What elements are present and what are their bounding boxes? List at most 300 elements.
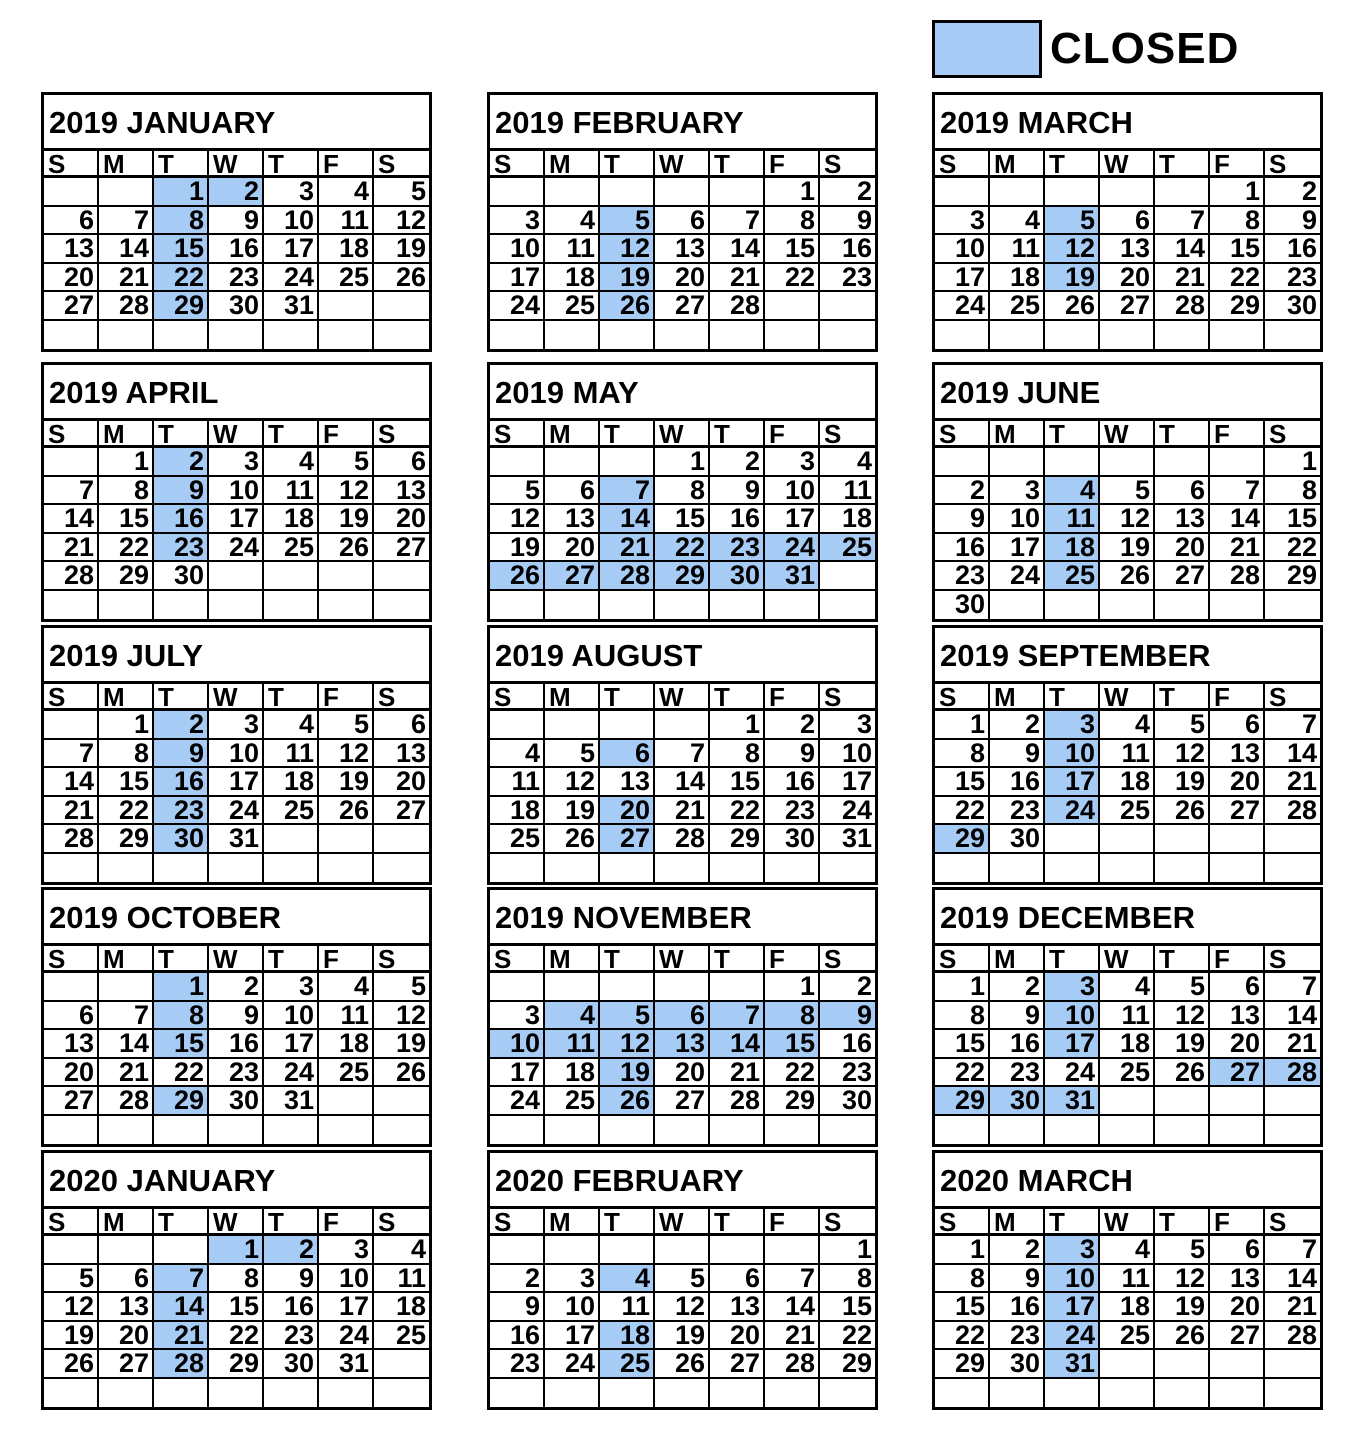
empty-day-cell	[319, 321, 374, 350]
empty-day-cell	[209, 321, 264, 350]
day-cell: 11	[1100, 1265, 1155, 1294]
empty-day-cell	[765, 1236, 820, 1265]
day-cell: 27	[44, 292, 99, 321]
weekday-label: M	[99, 684, 154, 708]
day-cell: 19	[490, 534, 545, 563]
day-cell: 18	[490, 797, 545, 826]
empty-day-cell	[935, 1116, 990, 1145]
day-cell: 20	[44, 1059, 99, 1088]
day-cell-closed: 25	[600, 1350, 655, 1379]
empty-day-cell	[490, 711, 545, 740]
day-cell: 8	[935, 1002, 990, 1031]
empty-day-cell	[374, 562, 429, 591]
day-cell: 12	[374, 1002, 429, 1031]
empty-day-cell	[99, 1116, 154, 1145]
empty-day-cell	[1210, 321, 1265, 350]
day-cell: 6	[374, 448, 429, 477]
day-cell: 3	[935, 207, 990, 236]
day-cell: 18	[545, 1059, 600, 1088]
weekday-label: M	[99, 421, 154, 445]
day-cell: 3	[209, 448, 264, 477]
empty-day-cell	[1100, 448, 1155, 477]
weekday-label: T	[1045, 151, 1100, 175]
day-cell: 9	[710, 477, 765, 506]
day-cell: 16	[209, 1030, 264, 1059]
day-cell: 5	[44, 1265, 99, 1294]
empty-day-cell	[655, 973, 710, 1002]
empty-day-cell	[1100, 825, 1155, 854]
empty-day-cell	[490, 591, 545, 620]
day-cell-closed: 2	[154, 711, 209, 740]
day-cell: 21	[44, 797, 99, 826]
empty-day-cell	[765, 1116, 820, 1145]
day-cell: 7	[655, 740, 710, 769]
empty-day-cell	[99, 854, 154, 883]
day-cell: 23	[209, 264, 264, 293]
day-cell: 5	[545, 740, 600, 769]
day-cell: 30	[209, 292, 264, 321]
day-cell: 22	[935, 1322, 990, 1351]
empty-day-cell	[1155, 825, 1210, 854]
empty-day-cell	[545, 1116, 600, 1145]
empty-day-cell	[1045, 448, 1100, 477]
day-cell-closed: 11	[545, 1030, 600, 1059]
day-cell: 29	[99, 562, 154, 591]
day-grid	[490, 448, 875, 619]
day-cell: 23	[935, 562, 990, 591]
day-cell: 8	[655, 477, 710, 506]
day-cell: 6	[1100, 207, 1155, 236]
day-cell: 24	[209, 534, 264, 563]
weekday-label: T	[1045, 421, 1100, 445]
empty-day-cell	[1100, 1087, 1155, 1116]
day-cell: 1	[935, 1236, 990, 1265]
day-cell-closed: 28	[600, 562, 655, 591]
weekday-label: T	[1045, 1209, 1100, 1233]
day-cell: 18	[1100, 1293, 1155, 1322]
weekday-header	[935, 1209, 1320, 1236]
day-cell: 28	[710, 292, 765, 321]
day-cell: 11	[264, 477, 319, 506]
weekday-label: T	[1045, 946, 1100, 970]
month-calendar	[41, 92, 432, 352]
day-cell: 12	[490, 505, 545, 534]
weekday-label: W	[1100, 1209, 1155, 1233]
empty-day-cell	[1045, 591, 1100, 620]
day-cell: 12	[1155, 740, 1210, 769]
day-grid	[44, 711, 429, 882]
weekday-label: F	[1210, 946, 1265, 970]
day-cell-closed: 26	[600, 292, 655, 321]
day-cell-closed: 9	[154, 740, 209, 769]
weekday-label: S	[824, 684, 842, 708]
day-cell: 4	[264, 711, 319, 740]
empty-day-cell	[44, 854, 99, 883]
day-cell: 11	[600, 1293, 655, 1322]
day-cell: 25	[545, 292, 600, 321]
empty-day-cell	[1210, 854, 1265, 883]
day-cell: 28	[655, 825, 710, 854]
day-cell: 3	[264, 973, 319, 1002]
weekday-label: W	[1100, 421, 1155, 445]
weekday-label: S	[935, 151, 990, 175]
day-cell: 3	[264, 178, 319, 207]
day-cell: 23	[490, 1350, 545, 1379]
weekday-label: T	[264, 151, 319, 175]
day-cell: 28	[1265, 797, 1320, 826]
empty-day-cell	[1155, 854, 1210, 883]
empty-day-cell	[1155, 1350, 1210, 1379]
day-cell: 21	[1155, 264, 1210, 293]
day-cell-closed: 23	[154, 534, 209, 563]
day-cell-closed: 29	[935, 825, 990, 854]
day-cell: 25	[545, 1087, 600, 1116]
weekday-label: T	[264, 1209, 319, 1233]
day-cell: 8	[209, 1265, 264, 1294]
empty-day-cell	[44, 448, 99, 477]
day-cell: 7	[1265, 1236, 1320, 1265]
empty-day-cell	[600, 973, 655, 1002]
empty-day-cell	[935, 854, 990, 883]
day-cell: 26	[1045, 292, 1100, 321]
day-cell: 27	[1210, 797, 1265, 826]
empty-day-cell	[545, 854, 600, 883]
day-cell: 10	[935, 235, 990, 264]
weekday-label: S	[378, 684, 396, 708]
empty-day-cell	[490, 1236, 545, 1265]
day-cell: 29	[1265, 562, 1320, 591]
day-grid	[490, 711, 875, 882]
weekday-label: T	[1155, 684, 1210, 708]
day-cell: 20	[655, 264, 710, 293]
day-cell: 10	[820, 740, 875, 769]
day-cell: 11	[990, 235, 1045, 264]
empty-day-cell	[44, 1236, 99, 1265]
day-cell: 8	[99, 740, 154, 769]
day-cell: 21	[1265, 1030, 1320, 1059]
month-calendar	[41, 887, 432, 1147]
weekday-label: T	[710, 684, 765, 708]
day-cell: 1	[1265, 448, 1320, 477]
day-cell: 18	[545, 264, 600, 293]
weekday-label: S	[1269, 684, 1287, 708]
day-cell: 20	[1100, 264, 1155, 293]
day-cell: 22	[935, 1059, 990, 1088]
day-cell: 14	[1265, 740, 1320, 769]
empty-day-cell	[319, 292, 374, 321]
day-cell-closed: 19	[600, 264, 655, 293]
empty-day-cell	[1155, 1087, 1210, 1116]
empty-day-cell	[374, 1087, 429, 1116]
day-cell: 2	[820, 973, 875, 1002]
day-cell: 4	[1100, 973, 1155, 1002]
day-cell-closed: 16	[154, 768, 209, 797]
day-cell: 4	[319, 973, 374, 1002]
weekday-label: M	[545, 421, 600, 445]
day-cell: 24	[820, 797, 875, 826]
empty-day-cell	[545, 178, 600, 207]
day-cell: 19	[1100, 534, 1155, 563]
day-cell: 26	[1155, 797, 1210, 826]
weekday-label: T	[154, 1209, 209, 1233]
empty-day-cell	[655, 1379, 710, 1408]
day-cell: 13	[1210, 1265, 1265, 1294]
day-cell: 14	[1265, 1265, 1320, 1294]
day-cell: 24	[545, 1350, 600, 1379]
day-cell: 13	[1210, 1002, 1265, 1031]
empty-day-cell	[935, 178, 990, 207]
weekday-label: T	[1155, 946, 1210, 970]
weekday-header	[490, 151, 875, 178]
day-cell: 18	[1100, 768, 1155, 797]
day-cell-closed: 30	[710, 562, 765, 591]
day-cell-closed: 3	[1045, 973, 1100, 1002]
day-cell: 5	[1155, 1236, 1210, 1265]
empty-day-cell	[600, 711, 655, 740]
weekday-label: S	[490, 684, 545, 708]
day-cell-closed: 5	[600, 207, 655, 236]
weekday-label: F	[1210, 151, 1265, 175]
day-cell: 13	[44, 1030, 99, 1059]
day-grid	[490, 1236, 875, 1407]
weekday-label: W	[655, 684, 710, 708]
weekday-label: S	[378, 151, 396, 175]
day-cell: 14	[1265, 1002, 1320, 1031]
empty-day-cell	[1210, 448, 1265, 477]
day-cell: 22	[820, 1322, 875, 1351]
day-cell: 22	[1265, 534, 1320, 563]
day-cell: 6	[1210, 973, 1265, 1002]
day-grid	[44, 178, 429, 349]
weekday-label: W	[1100, 151, 1155, 175]
weekday-label: T	[600, 684, 655, 708]
day-cell: 24	[935, 292, 990, 321]
day-cell: 13	[374, 740, 429, 769]
day-cell-closed: 25	[1045, 562, 1100, 591]
day-cell: 12	[655, 1293, 710, 1322]
weekday-label: M	[545, 1209, 600, 1233]
empty-day-cell	[765, 1379, 820, 1408]
empty-day-cell	[1210, 1350, 1265, 1379]
day-cell-closed: 26	[490, 562, 545, 591]
weekday-header	[44, 151, 429, 178]
day-cell: 26	[319, 797, 374, 826]
empty-day-cell	[264, 825, 319, 854]
weekday-label: S	[935, 684, 990, 708]
day-cell: 8	[820, 1265, 875, 1294]
day-cell: 1	[765, 973, 820, 1002]
day-cell: 27	[44, 1087, 99, 1116]
empty-day-cell	[264, 562, 319, 591]
day-cell: 8	[99, 477, 154, 506]
day-cell-closed: 21	[600, 534, 655, 563]
empty-day-cell	[1210, 1087, 1265, 1116]
empty-day-cell	[545, 321, 600, 350]
day-cell: 1	[655, 448, 710, 477]
day-cell: 29	[710, 825, 765, 854]
month-title: 2019 OCTOBER	[44, 890, 429, 946]
empty-day-cell	[209, 591, 264, 620]
empty-day-cell	[600, 591, 655, 620]
day-cell: 28	[99, 292, 154, 321]
day-cell-closed: 29	[154, 292, 209, 321]
empty-day-cell	[374, 1350, 429, 1379]
empty-day-cell	[1155, 1116, 1210, 1145]
month-calendar	[41, 625, 432, 885]
day-cell-closed: 29	[655, 562, 710, 591]
day-cell: 3	[765, 448, 820, 477]
day-cell: 20	[1210, 1030, 1265, 1059]
day-cell-closed: 19	[600, 1059, 655, 1088]
empty-day-cell	[545, 591, 600, 620]
empty-day-cell	[1045, 1116, 1100, 1145]
day-grid	[44, 448, 429, 619]
day-cell: 21	[99, 264, 154, 293]
weekday-header	[44, 1209, 429, 1236]
weekday-label: T	[264, 946, 319, 970]
day-cell: 14	[99, 1030, 154, 1059]
day-cell-closed: 22	[655, 534, 710, 563]
weekday-label: W	[655, 946, 710, 970]
weekday-label: W	[1100, 684, 1155, 708]
day-cell: 15	[99, 505, 154, 534]
day-grid	[935, 973, 1320, 1144]
day-cell: 14	[44, 505, 99, 534]
day-cell: 22	[765, 264, 820, 293]
day-cell: 28	[710, 1087, 765, 1116]
legend-swatch	[932, 20, 1042, 78]
day-cell: 15	[1210, 235, 1265, 264]
empty-day-cell	[655, 178, 710, 207]
day-cell: 21	[99, 1059, 154, 1088]
empty-day-cell	[1045, 321, 1100, 350]
day-cell: 6	[1210, 711, 1265, 740]
day-cell: 1	[935, 973, 990, 1002]
day-cell: 13	[545, 505, 600, 534]
day-cell: 8	[765, 207, 820, 236]
day-cell: 2	[1265, 178, 1320, 207]
empty-day-cell	[319, 1379, 374, 1408]
day-cell: 25	[319, 1059, 374, 1088]
weekday-label: F	[1210, 684, 1265, 708]
weekday-label: S	[824, 151, 842, 175]
day-cell: 25	[990, 292, 1045, 321]
empty-day-cell	[99, 1236, 154, 1265]
day-cell: 20	[374, 505, 429, 534]
month-calendar	[932, 92, 1323, 352]
day-cell: 27	[1155, 562, 1210, 591]
day-cell: 22	[935, 797, 990, 826]
weekday-label: M	[545, 684, 600, 708]
day-cell: 20	[710, 1322, 765, 1351]
day-cell: 27	[655, 1087, 710, 1116]
weekday-label: S	[824, 946, 842, 970]
weekday-header	[935, 151, 1320, 178]
day-cell-closed: 27	[1210, 1059, 1265, 1088]
empty-day-cell	[820, 854, 875, 883]
day-cell: 23	[1265, 264, 1320, 293]
day-cell: 23	[209, 1059, 264, 1088]
day-cell: 26	[319, 534, 374, 563]
day-cell-closed: 31	[1045, 1087, 1100, 1116]
day-cell: 12	[374, 207, 429, 236]
empty-day-cell	[99, 591, 154, 620]
day-cell-closed: 13	[655, 1030, 710, 1059]
day-cell: 16	[765, 768, 820, 797]
day-cell-closed: 23	[710, 534, 765, 563]
month-calendar	[487, 92, 878, 352]
empty-day-cell	[820, 562, 875, 591]
month-calendar	[487, 887, 878, 1147]
weekday-label: F	[765, 151, 820, 175]
day-cell: 5	[1155, 973, 1210, 1002]
empty-day-cell	[990, 591, 1045, 620]
day-cell: 1	[1210, 178, 1265, 207]
day-cell: 27	[374, 797, 429, 826]
empty-day-cell	[655, 1116, 710, 1145]
day-cell: 15	[710, 768, 765, 797]
day-cell: 16	[990, 1293, 1045, 1322]
day-cell: 18	[264, 768, 319, 797]
weekday-label: M	[545, 151, 600, 175]
day-cell: 5	[655, 1265, 710, 1294]
day-cell: 21	[1265, 768, 1320, 797]
day-cell: 27	[655, 292, 710, 321]
day-cell: 6	[655, 207, 710, 236]
weekday-label: W	[209, 421, 264, 445]
empty-day-cell	[820, 321, 875, 350]
day-cell: 19	[374, 1030, 429, 1059]
month-calendar	[932, 625, 1323, 885]
weekday-label: F	[319, 946, 374, 970]
day-cell-closed: 12	[600, 1030, 655, 1059]
day-cell: 31	[264, 292, 319, 321]
empty-day-cell	[1265, 591, 1320, 620]
day-cell: 23	[990, 1322, 1045, 1351]
weekday-label: F	[319, 421, 374, 445]
day-cell-closed: 17	[1045, 768, 1100, 797]
day-cell: 19	[1155, 1293, 1210, 1322]
weekday-header	[44, 946, 429, 973]
day-cell: 17	[935, 264, 990, 293]
day-cell-closed: 17	[1045, 1030, 1100, 1059]
day-cell: 19	[655, 1322, 710, 1351]
month-calendar	[41, 362, 432, 622]
day-cell-closed: 9	[820, 1002, 875, 1031]
empty-day-cell	[765, 591, 820, 620]
day-cell: 22	[99, 797, 154, 826]
empty-day-cell	[655, 1236, 710, 1265]
weekday-label: T	[1155, 151, 1210, 175]
weekday-label: S	[935, 946, 990, 970]
day-cell: 24	[209, 797, 264, 826]
day-cell: 16	[264, 1293, 319, 1322]
day-cell: 26	[374, 264, 429, 293]
day-cell-closed: 24	[1045, 797, 1100, 826]
day-cell: 12	[1100, 505, 1155, 534]
empty-day-cell	[1045, 825, 1100, 854]
day-cell: 4	[990, 207, 1045, 236]
empty-day-cell	[765, 292, 820, 321]
day-cell: 17	[545, 1322, 600, 1351]
day-cell: 1	[765, 178, 820, 207]
weekday-label: S	[1269, 1209, 1287, 1233]
day-cell: 7	[1265, 711, 1320, 740]
empty-day-cell	[710, 1379, 765, 1408]
day-cell-closed: 16	[154, 505, 209, 534]
day-cell: 15	[209, 1293, 264, 1322]
empty-day-cell	[374, 591, 429, 620]
